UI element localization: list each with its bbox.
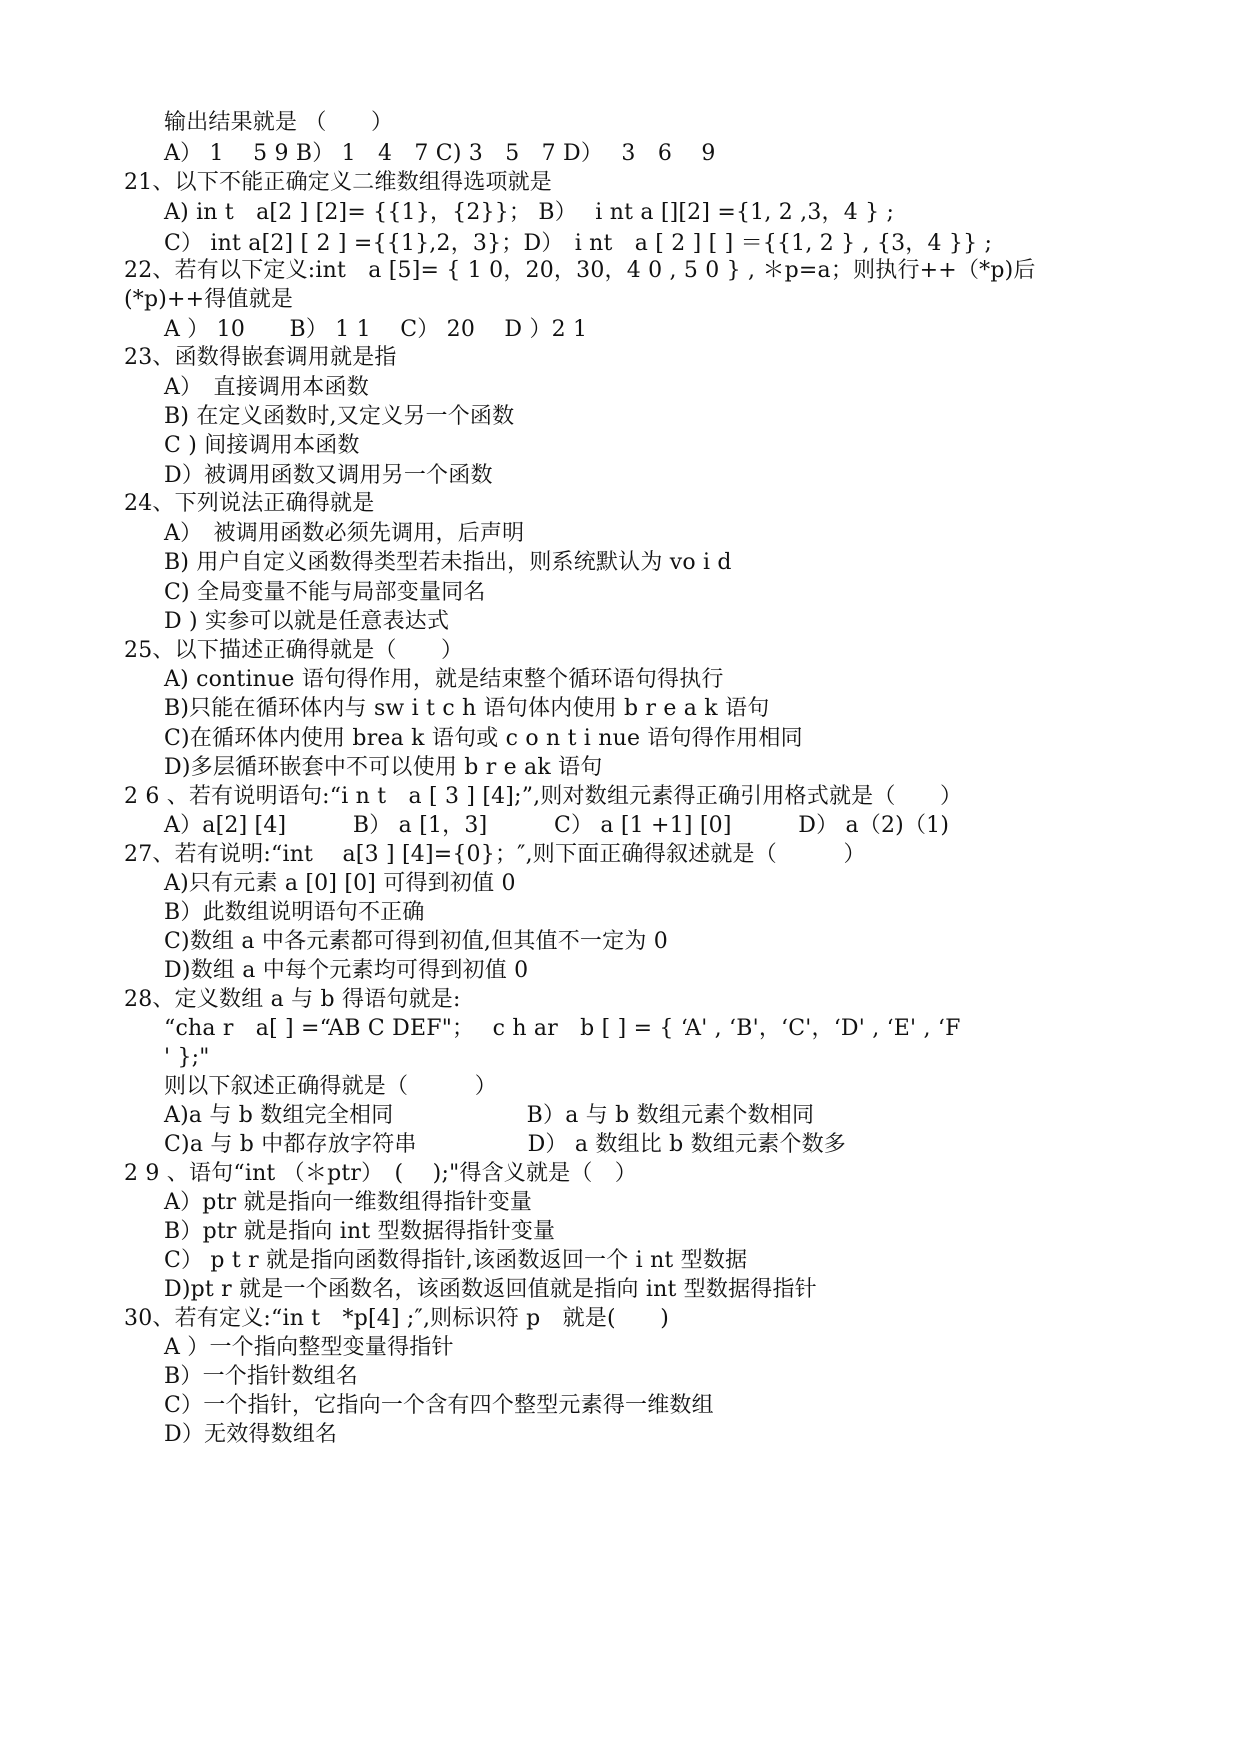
question-27: 27、若有说明:“int a[3 ] [4]={0}；″,则下面正确得叙述就是（ ） [124,842,866,867]
text-line: A） 直接调用本函数 [164,375,369,400]
text-line: (*p)++得值就是 [124,287,294,312]
text-line: A）ptr 就是指向一维数组得指针变量 [164,1190,533,1215]
question-30: 30、若有定义:“in t *p[4] ;″,则标识符 p 就是( ) [124,1306,669,1331]
text-line: C) 全局变量不能与局部变量同名 [164,580,486,605]
text-line: A)只有元素 a [0] [0] 可得到初值 0 [164,871,516,896]
text-line: B）此数组说明语句不正确 [164,900,425,925]
text-line: ' };" [164,1045,210,1070]
text-line: D)数组 a 中每个元素均可得到初值 0 [164,958,529,983]
text-line: A ）一个指向整型变量得指针 [164,1335,454,1360]
text-line: C） p t r 就是指向函数得指针,该函数返回一个 i nt 型数据 [164,1248,748,1273]
text-line: 输出结果就是 （ ） [164,110,394,135]
text-line: D)多层循环嵌套中不可以使用 b r e ak 语句 [164,755,603,780]
text-line: A) in t a[2 ] [2]= {{1}，{2}}； B） i nt a [][2] ={1, 2 ,3，4 } ; [164,200,895,225]
text-line: A） 1 5 9 B） 1 4 7 C) 3 5 7 D） 3 6 9 [164,141,716,166]
text-line: D）被调用函数又调用另一个函数 [164,463,493,488]
text-line: A) continue 语句得作用，就是结束整个循环语句得执行 [164,667,724,692]
text-line: C） int a[2] [ 2 ] ={{1},2，3}；D） i nt a [ 2 ] [ ] ＝{{1, 2 } , {3，4 }} ; [164,231,993,256]
text-line: B)只能在循环体内与 sw i t c h 语句体内使用 b r e a k 语句 [164,696,770,721]
text-line: D)pt r 就是一个函数名，该函数返回值就是指向 int 型数据得指针 [164,1277,817,1302]
text-line: 则以下叙述正确得就是（ ） [164,1074,498,1099]
text-line: B) 在定义函数时,又定义另一个函数 [164,404,515,429]
text-line: C ) 间接调用本函数 [164,433,360,458]
text-line: D ) 实参可以就是任意表达式 [164,609,450,634]
question-29: 2 9 、语句“int （＊ptr） ( );"得含义就是（ ） [124,1161,637,1186]
text-line: D）无效得数组名 [164,1422,338,1447]
question-21: 21、以下不能正确定义二维数组得选项就是 [124,170,552,195]
question-24: 24、下列说法正确得就是 [124,491,375,516]
question-26: 2 6 、若有说明语句:“i n t a [ 3 ] [4];”,则对数组元素得正确引用格式就是（ ） [124,784,963,809]
text-line: C)在循环体内使用 brea k 语句或 c o n t i nue 语句得作用相同 [164,726,803,751]
text-line: C)a 与 b 中都存放字符串 D） a 数组比 b 数组元素个数多 [164,1132,847,1157]
question-25: 25、以下描述正确得就是（ ） [124,638,464,663]
question-23: 23、函数得嵌套调用就是指 [124,345,397,370]
text-line: A）a[2] [4] B） a [1，3] C） a [1 +1] [0] D） a（2)（1) [164,813,950,838]
question-28: 28、定义数组 a 与 b 得语句就是: [124,987,461,1012]
text-line: C）一个指针，它指向一个含有四个整型元素得一维数组 [164,1393,714,1418]
text-line: B）一个指针数组名 [164,1364,358,1389]
text-line: “cha r a[ ] =“AB C DEF"； c h ar b [ ] = { ‘A' , ‘B'，‘C'，‘D' , ‘E' , ‘F [164,1016,961,1041]
text-line: A ） 10 B） 1 1 C） 20 D ）2 1 [164,317,588,342]
text-line: B) 用户自定义函数得类型若未指出，则系统默认为 vo i d [164,550,732,575]
question-22: 22、若有以下定义:int a [5]= { 1 0，20，30，4 0 , 5 0 } , ＊p=a；则执行++（*p)后 [124,258,1036,283]
text-line: B）ptr 就是指向 int 型数据得指针变量 [164,1219,556,1244]
text-line: C)数组 a 中各元素都可得到初值,但其值不一定为 0 [164,929,668,954]
text-line: A） 被调用函数必须先调用，后声明 [164,521,525,546]
text-line: A)a 与 b 数组完全相同 B）a 与 b 数组元素个数相同 [164,1103,815,1128]
